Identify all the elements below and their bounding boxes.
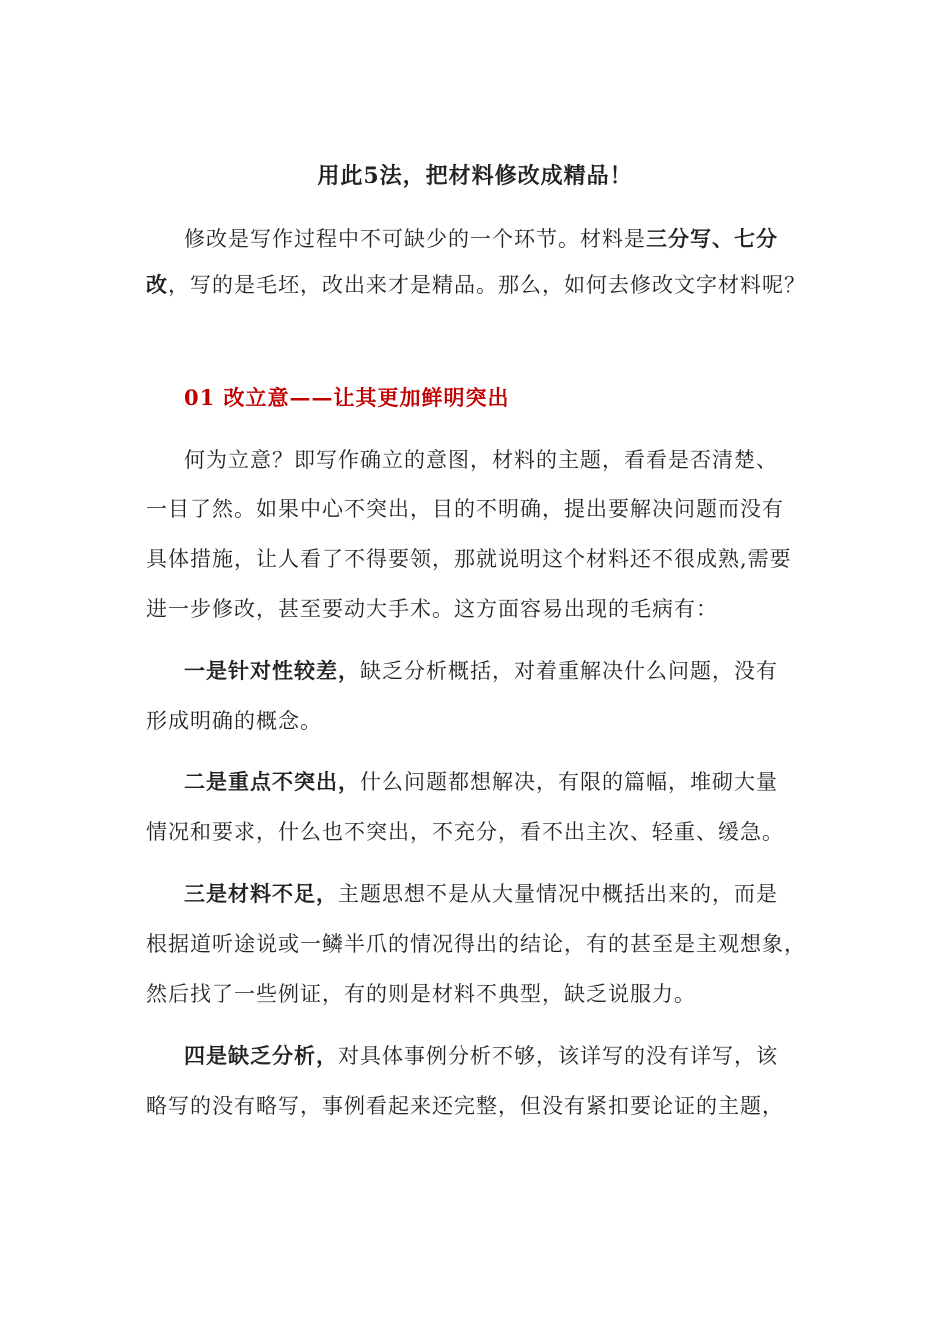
problem-label: 二是重点不突出， [184,769,360,794]
document-title: 用此5法，把材料修改成精品！ [317,163,633,189]
intro-emphasis: 改 [146,272,168,297]
problem-label: 一是针对性较差， [184,658,360,683]
paragraph-line: 何为立意？即写作确立的意图，材料的主题，看看是否清楚、 [184,448,778,472]
paragraph-line: 一目了然。如果中心不突出，目的不明确，提出要解决问题而没有 [146,497,784,521]
problem-line: 略写的没有略写，事例看起来还完整，但没有紧扣要论证的主题， [146,1094,784,1118]
problem-line: 情况和要求，什么也不突出，不充分，看不出主次、轻重、缓急。 [146,820,784,844]
problem-text: 什么问题都想解决，有限的篇幅，堆砌大量 [360,770,778,794]
problem-label: 三是材料不足， [184,881,338,906]
problem-text: 主题思想不是从大量情况中概括出来的，而是 [338,882,778,906]
intro-text: 修改是写作过程中不可缺少的一个环节。材料是 [184,227,646,251]
problem-line: 根据道听途说或一鳞半爪的情况得出的结论，有的甚至是主观想象， [146,932,806,956]
intro-line-2 [146,268,806,302]
problem-text: 缺乏分析概括，对着重解决什么问题，没有 [360,659,778,683]
problem-label: 四是缺乏分析， [184,1043,338,1068]
problem-line: 然后找了一些例证，有的则是材料不典型，缺乏说服力。 [146,982,696,1006]
paragraph-line: 具体措施，让人看了不得要领，那就说明这个材料还不很成熟,需要 [146,547,792,571]
problem-line [184,765,778,799]
problem-line [184,877,778,911]
intro-emphasis: 三分写、七分 [646,226,778,251]
problem-text: 对具体事例分析不够，该详写的没有详写，该 [338,1044,778,1068]
problem-line [184,654,778,688]
intro-line-1 [184,222,778,256]
intro-text: ，写的是毛坯，改出来才是精品。那么，如何去修改文字材料呢？ [168,273,806,297]
paragraph-line: 进一步修改，甚至要动大手术。这方面容易出现的毛病有： [146,597,718,621]
problem-line: 形成明确的概念。 [146,709,322,733]
section-heading: 01 改立意——让其更加鲜明突出 [184,385,510,410]
problem-line [184,1039,778,1073]
